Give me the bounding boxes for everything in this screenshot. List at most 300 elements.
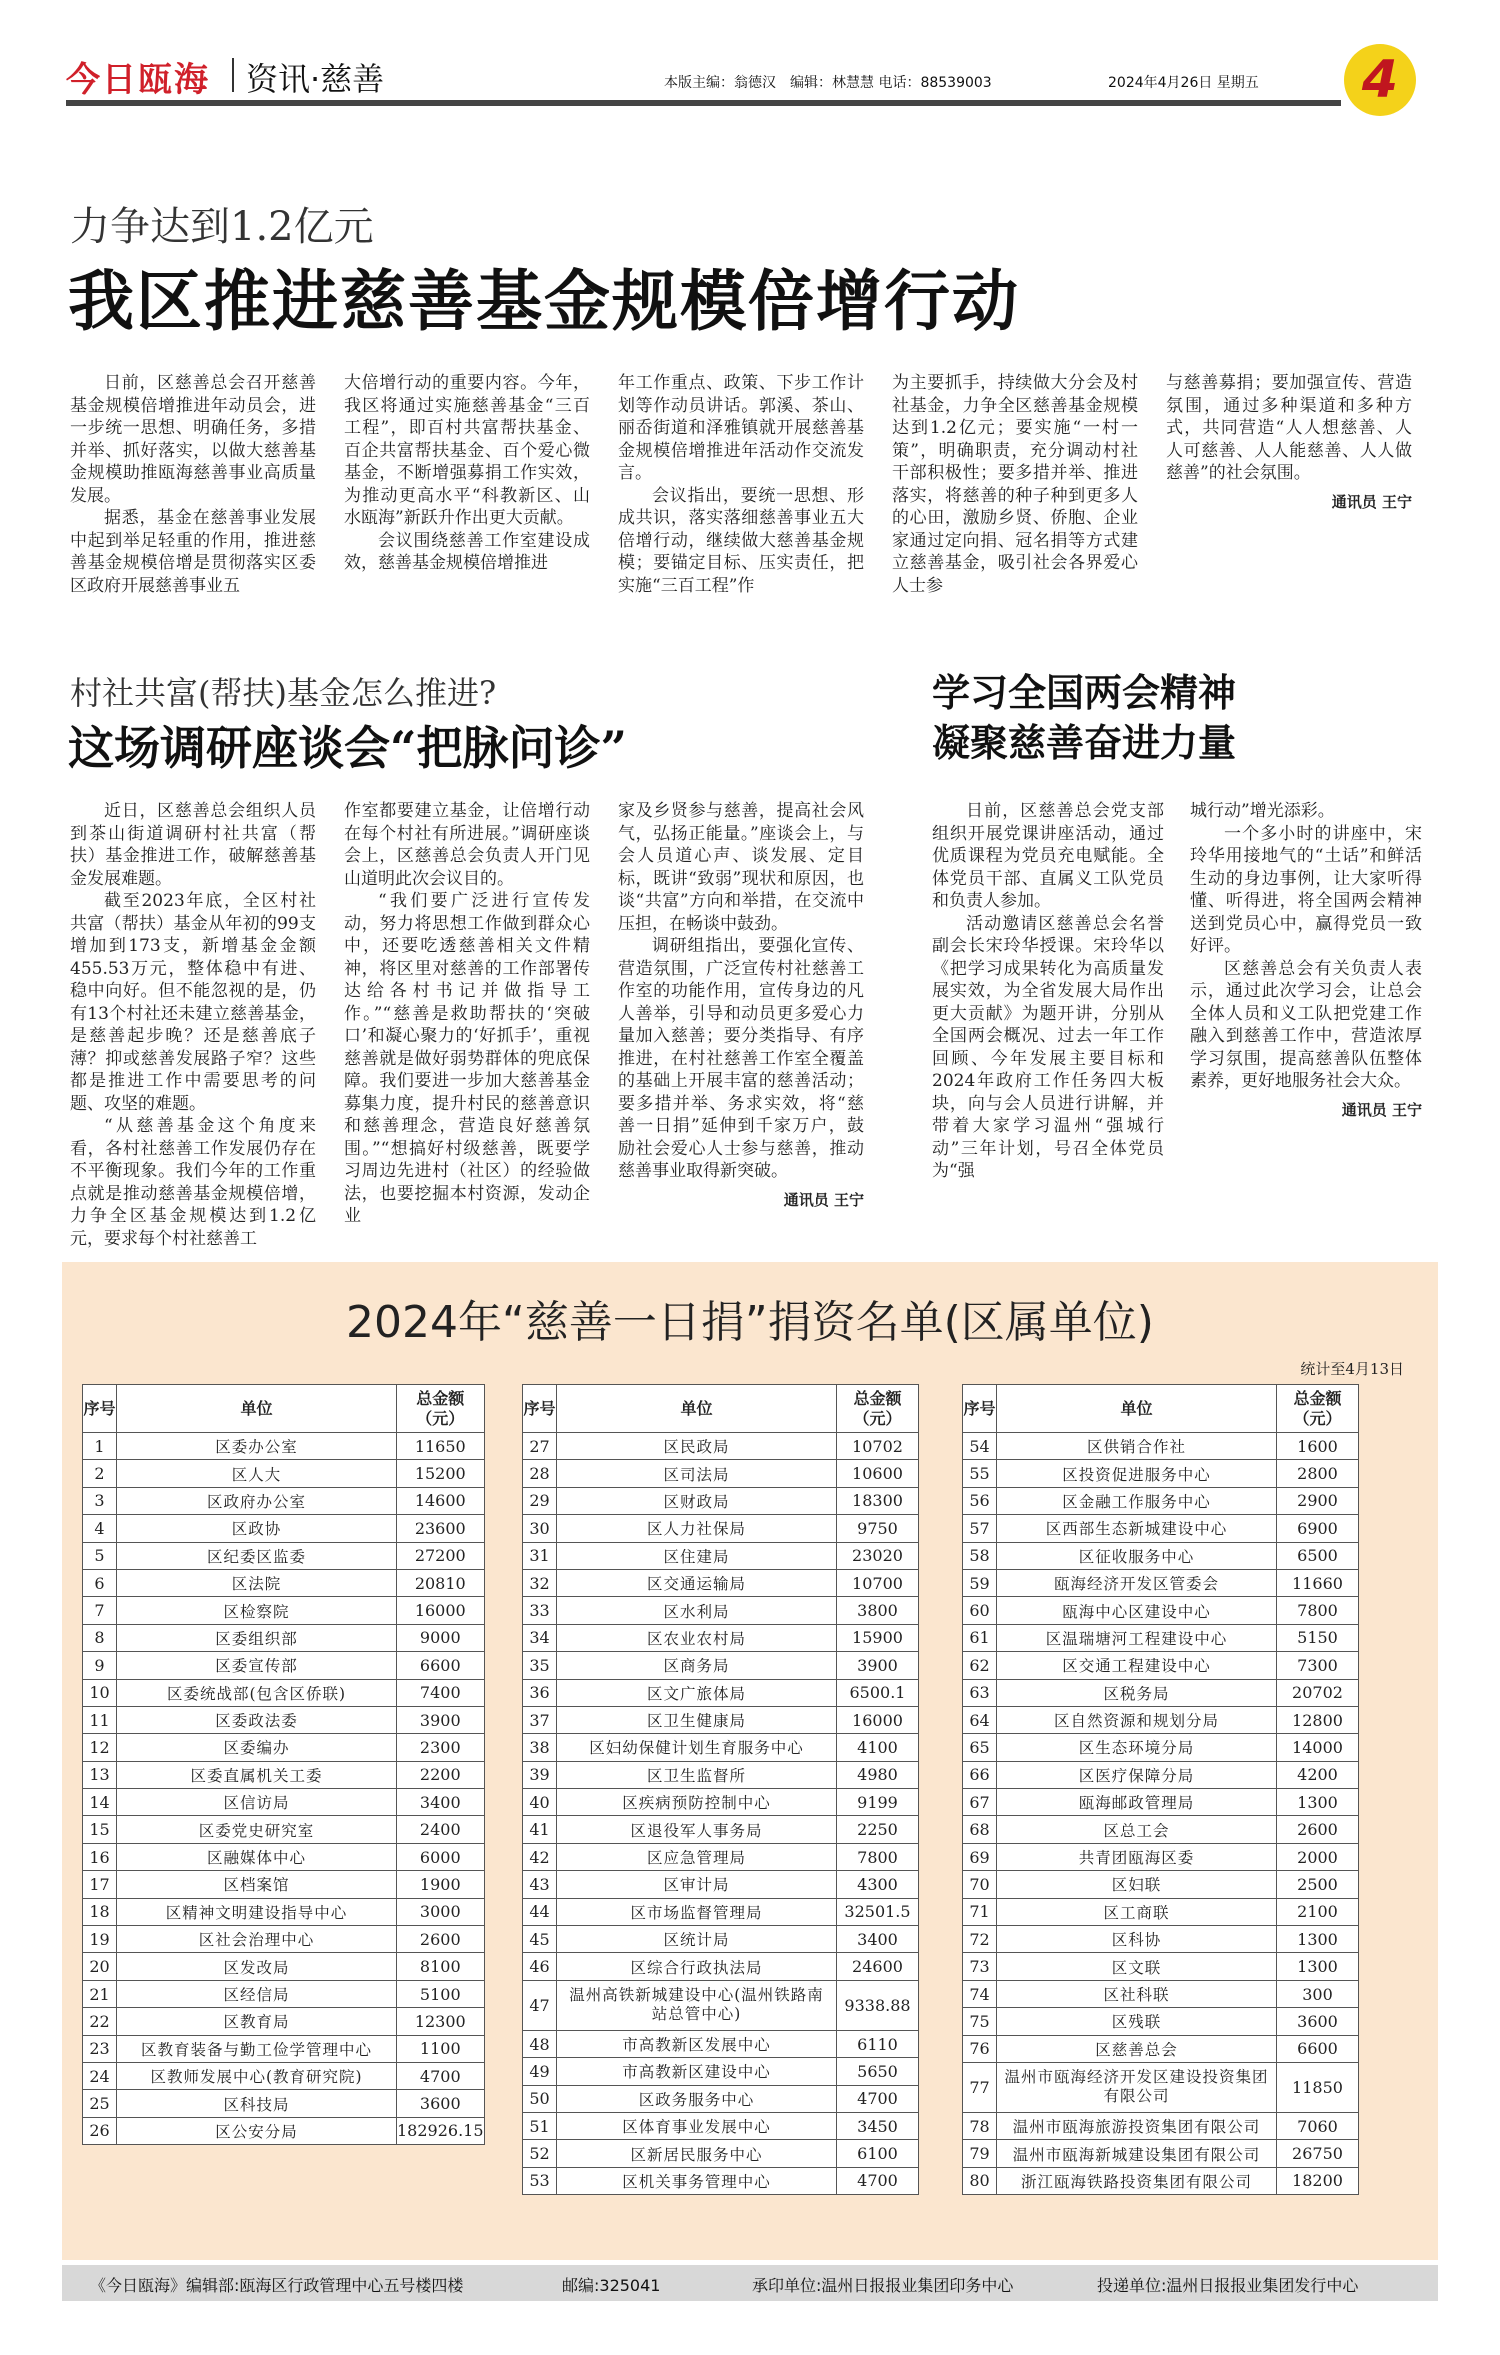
- unit-cell: 区人大: [117, 1460, 397, 1487]
- article3-column: [1190, 800, 1422, 1121]
- amount-cell: 6500.1: [837, 1679, 919, 1706]
- unit-cell: 区投资促进服务中心: [997, 1460, 1277, 1487]
- section-divider: [232, 58, 234, 92]
- amount-cell: 32501.5: [837, 1898, 919, 1925]
- amount-cell: 16000: [397, 1597, 485, 1624]
- unit-cell: 区科协: [997, 1926, 1277, 1953]
- serial-cell: 13: [83, 1761, 117, 1788]
- amount-cell: 5650: [837, 2058, 919, 2085]
- table-row: [963, 2008, 1359, 2035]
- table-row: [963, 1980, 1359, 2007]
- article1-paragraph: 大倍增行动的重要内容。今年，我区将通过实施慈善基金“三百工程”，即百村共富帮扶基金、百企共富帮扶基金、百个爱心微基金，不断增强募捐工作实效，为推动更高水平“科教新区、山水瓯海”新跃升作出更大贡献。: [344, 373, 590, 528]
- unit-cell: 区委编办: [117, 1734, 397, 1761]
- serial-cell: 43: [523, 1871, 557, 1898]
- amount-cell: 3400: [397, 1789, 485, 1816]
- table-row: [963, 1898, 1359, 1925]
- amount-cell: 10700: [837, 1569, 919, 1596]
- amount-cell: 4200: [1277, 1761, 1359, 1788]
- article1-paragraph: 为主要抓手，持续做大分会及村社基金，力争全区慈善基金规模达到1.2亿元；要实施“一村一策”，明确职责，充分调动村社干部积极性；要多措并举、推进落实，将慈善的种子种到更多人的心田，激励乡贤、侨胞、企业家通过定向捐、冠名捐等方式建立慈善基金，吸引社会各界爱心人士参: [892, 373, 1138, 596]
- table-row: [963, 2140, 1359, 2167]
- unit-cell: 区科技局: [117, 2090, 397, 2117]
- unit-cell: 区西部生态新城建设中心: [997, 1515, 1277, 1542]
- article1-column: [1166, 372, 1412, 513]
- table-row: [83, 1816, 485, 1843]
- serial-cell: 35: [523, 1652, 557, 1679]
- serial-cell: 34: [523, 1624, 557, 1651]
- unit-cell: 区体育事业发展中心: [557, 2112, 837, 2139]
- serial-cell: 32: [523, 1569, 557, 1596]
- amount-cell: 6900: [1277, 1515, 1359, 1542]
- table-row: [963, 1953, 1359, 1980]
- unit-cell: 区商务局: [557, 1652, 837, 1679]
- masthead: [66, 52, 1438, 110]
- serial-cell: 1: [83, 1433, 117, 1460]
- amount-cell: 4700: [837, 2167, 919, 2194]
- serial-cell: 8: [83, 1624, 117, 1651]
- serial-cell: 12: [83, 1734, 117, 1761]
- unit-cell: 区纪委区监委: [117, 1542, 397, 1569]
- serial-cell: 73: [963, 1953, 997, 1980]
- unit-cell: 区政务服务中心: [557, 2085, 837, 2112]
- amount-cell: 5100: [397, 1980, 485, 2007]
- amount-cell: 3800: [837, 1597, 919, 1624]
- amount-cell: 18200: [1277, 2167, 1359, 2194]
- serial-cell: 79: [963, 2140, 997, 2167]
- serial-cell: 20: [83, 1953, 117, 1980]
- unit-cell: 区工商联: [997, 1898, 1277, 1925]
- table-row: [83, 1789, 485, 1816]
- donation-list-panel: [62, 1262, 1438, 2260]
- unit-cell: 区政府办公室: [117, 1487, 397, 1514]
- table-row: [963, 1597, 1359, 1624]
- article1-paragraph: 与慈善募捐；要加强宣传、营造氛围，通过多种渠道和多种方式，共同营造“人人想慈善、人人可慈善、人人能慈善、人人做慈善”的社会氛围。: [1166, 373, 1412, 483]
- amount-cell: 2900: [1277, 1487, 1359, 1514]
- amount-cell: 2200: [397, 1761, 485, 1788]
- amount-cell: 1600: [1277, 1433, 1359, 1460]
- serial-cell: 80: [963, 2167, 997, 2194]
- serial-cell: 15: [83, 1816, 117, 1843]
- table-row: [523, 1761, 919, 1788]
- article2-credit: 通讯员 王宁: [783, 1190, 864, 1209]
- footer-office: 《今日瓯海》编辑部:瓯海区行政管理中心五号楼四楼: [90, 2276, 464, 2295]
- page-number-badge: 4: [1344, 44, 1416, 116]
- article2-paragraph: “从慈善基金这个角度来看，各村社慈善工作发展仍存在不平衡现象。我们今年的工作重点就是推动慈善基金规模倍增，力争全区基金规模达到1.2亿元，要求每个村社慈善工: [70, 1116, 316, 1249]
- amount-cell: 8100: [397, 1953, 485, 1980]
- unit-cell: 区应急管理局: [557, 1843, 837, 1870]
- serial-cell: 9: [83, 1652, 117, 1679]
- serial-cell: 30: [523, 1515, 557, 1542]
- serial-cell: 38: [523, 1734, 557, 1761]
- table-row: [83, 1871, 485, 1898]
- unit-cell: 区档案馆: [117, 1871, 397, 1898]
- article3-paragraph: 一个多小时的讲座中，宋玲华用接地气的“土话”和鲜活生动的身边事例，让大家听得懂、听得进，将全国两会精神送到党员心中，赢得党员一致好评。: [1190, 823, 1422, 956]
- unit-cell: 市高教新区发展中心: [557, 2030, 837, 2057]
- unit-cell: 区社科联: [997, 1980, 1277, 2007]
- donation-list-title: 2024年“慈善一日捐”捐资名单(区属单位): [346, 1297, 1154, 1348]
- amount-cell: 3400: [837, 1926, 919, 1953]
- table-row: [523, 2140, 919, 2167]
- amount-cell: 1100: [397, 2035, 485, 2062]
- table-row: [963, 2035, 1359, 2062]
- table-row: [523, 1515, 919, 1542]
- table-row: [523, 1542, 919, 1569]
- table-row: [83, 1542, 485, 1569]
- serial-cell: 55: [963, 1460, 997, 1487]
- unit-cell: 区委组织部: [117, 1624, 397, 1651]
- amount-cell: 6600: [397, 1652, 485, 1679]
- table-row: [963, 1487, 1359, 1514]
- unit-cell: 区水利局: [557, 1597, 837, 1624]
- amount-cell: 3600: [1277, 2008, 1359, 2035]
- unit-cell: 区委直属机关工委: [117, 1761, 397, 1788]
- unit-cell: 区融媒体中心: [117, 1843, 397, 1870]
- unit-cell: 区市场监督管理局: [557, 1898, 837, 1925]
- amount-cell: 12800: [1277, 1706, 1359, 1733]
- table-row: [83, 1487, 485, 1514]
- unit-cell: 区交通运输局: [557, 1569, 837, 1596]
- serial-cell: 44: [523, 1898, 557, 1925]
- unit-cell: 共青团瓯海区委: [997, 1843, 1277, 1870]
- serial-cell: 26: [83, 2117, 117, 2144]
- serial-cell: 71: [963, 1898, 997, 1925]
- serial-cell: 78: [963, 2112, 997, 2139]
- table-row: [963, 1569, 1359, 1596]
- serial-cell: 22: [83, 2008, 117, 2035]
- newspaper-logo: 今日瓯海: [66, 60, 210, 100]
- donation-table: [962, 1384, 1359, 2195]
- unit-cell: 瓯海中心区建设中心: [997, 1597, 1277, 1624]
- article3-paragraph: 城行动”增光添彩。: [1190, 801, 1335, 821]
- serial-cell: 64: [963, 1706, 997, 1733]
- table-header-row: [523, 1385, 919, 1433]
- serial-cell: 33: [523, 1597, 557, 1624]
- amount-cell: 23600: [397, 1515, 485, 1542]
- article3-column: [932, 800, 1164, 1183]
- table-row: [523, 1624, 919, 1651]
- article3-paragraph: 活动邀请区慈善总会名誉副会长宋玲华授课。宋玲华以《把学习成果转化为高质量发展实效，为全省发展大局作出更大贡献》为题开讲，分别从全国两会概况、过去一年工作回顾、今年发展主要目标和2024年政府工作任务四大板块，向与会人员进行讲解，并带着大家学习温州“强城行动”三年计划，号召全体党员为“强: [932, 913, 1164, 1181]
- table-row: [963, 2167, 1359, 2194]
- unit-cell: 区人力社保局: [557, 1515, 837, 1542]
- amount-cell: 2300: [397, 1734, 485, 1761]
- article2-paragraph: 近日，区慈善总会组织人员到茶山街道调研村社共富（帮扶）基金推进工作，破解慈善基金发展难题。: [70, 801, 316, 889]
- table-row: [963, 1871, 1359, 1898]
- table-row: [523, 1898, 919, 1925]
- article1-paragraph: 年工作重点、政策、下步工作计划等作动员讲话。郭溪、茶山、丽岙街道和泽雅镇就开展慈善基金规模倍增推进年活动作交流发言。: [618, 373, 864, 483]
- serial-cell: 76: [963, 2035, 997, 2062]
- serial-cell: 16: [83, 1843, 117, 1870]
- unit-cell: 温州市瓯海旅游投资集团有限公司: [997, 2112, 1277, 2139]
- article2-paragraph: 作室都要建立基金，让倍增行动在每个村社有所进展。”调研座谈会上，区慈善总会负责人开门见山道明此次会议目的。: [344, 801, 590, 889]
- table-row: [963, 1460, 1359, 1487]
- table-row: [523, 1871, 919, 1898]
- article3-paragraph: 区慈善总会有关负责人表示，通过此次学习会，让总会全体人员和义工队把党建工作融入到慈善工作中，营造浓厚学习氛围，提高慈善队伍整体素养，更好地服务社会大众。: [1190, 958, 1422, 1091]
- serial-cell: 61: [963, 1624, 997, 1651]
- serial-cell: 77: [963, 2062, 997, 2112]
- table-row: [523, 1926, 919, 1953]
- table-row: [83, 1980, 485, 2007]
- amount-cell: 12300: [397, 2008, 485, 2035]
- unit-cell: 瓯海邮政管理局: [997, 1789, 1277, 1816]
- article1-paragraph: 据悉，基金在慈善事业发展中起到举足轻重的作用，推进慈善基金规模倍增是贯彻落实区委区政府开展慈善事业五: [70, 508, 316, 596]
- amount-cell: 2400: [397, 1816, 485, 1843]
- unit-cell: 温州市瓯海新城建设集团有限公司: [997, 2140, 1277, 2167]
- table-row: [523, 1816, 919, 1843]
- serial-cell: 66: [963, 1761, 997, 1788]
- serial-cell: 21: [83, 1980, 117, 2007]
- serial-cell: 2: [83, 1460, 117, 1487]
- table-row: [83, 1460, 485, 1487]
- unit-cell: 区委政法委: [117, 1706, 397, 1733]
- table-row: [523, 1734, 919, 1761]
- serial-cell: 60: [963, 1597, 997, 1624]
- unit-cell: 区综合行政执法局: [557, 1953, 837, 1980]
- serial-cell: 53: [523, 2167, 557, 2194]
- article1-column: [892, 372, 1138, 597]
- header-serial: 序号: [523, 1385, 557, 1433]
- serial-cell: 68: [963, 1816, 997, 1843]
- article2-paragraph: 截至2023年底，全区村社共富（帮扶）基金从年初的99支增加到173支，新增基金金额455.53万元，整体稳中有进、稳中向好。但不能忽视的是，仍有13个村社还未建立慈善基金，是慈善起步晚？还是慈善底子薄？抑或慈善发展路子窄？这些都是推进工作中需要思考的问题、攻坚的难题。: [70, 891, 316, 1114]
- table-row: [963, 1652, 1359, 1679]
- footer-printer: 承印单位:温州日报报业集团印务中心: [752, 2276, 1014, 2295]
- serial-cell: 67: [963, 1789, 997, 1816]
- unit-cell: 区供销合作社: [997, 1433, 1277, 1460]
- unit-cell: 区审计局: [557, 1871, 837, 1898]
- table-row: [83, 1624, 485, 1651]
- table-row: [523, 1953, 919, 1980]
- table-header-row: [963, 1385, 1359, 1433]
- table-row: [83, 1679, 485, 1706]
- table-row: [523, 1789, 919, 1816]
- unit-cell: 区委宣传部: [117, 1652, 397, 1679]
- amount-cell: 18300: [837, 1487, 919, 1514]
- amount-cell: 2100: [1277, 1898, 1359, 1925]
- article3-headline-line1: 学习全国两会精神: [932, 671, 1237, 715]
- amount-cell: 4980: [837, 1761, 919, 1788]
- table-row: [83, 1569, 485, 1596]
- amount-cell: 7400: [397, 1679, 485, 1706]
- masthead-rule: [66, 100, 1341, 106]
- amount-cell: 11650: [397, 1433, 485, 1460]
- unit-cell: 区生态环境分局: [997, 1734, 1277, 1761]
- amount-cell: 182926.15: [397, 2117, 485, 2144]
- article3-paragraph: 日前，区慈善总会党支部组织开展党课讲座活动，通过优质课程为党员充电赋能。全体党员干部、直属义工队党员和负责人参加。: [932, 801, 1164, 911]
- amount-cell: 10702: [837, 1433, 919, 1460]
- serial-cell: 42: [523, 1843, 557, 1870]
- unit-cell: 区妇联: [997, 1871, 1277, 1898]
- table-row: [523, 1679, 919, 1706]
- article2-paragraph: 家及乡贤参与慈善，提高社会风气，弘扬正能量。”座谈会上，与会人员道心声、谈发展、定目标，既讲“致弱”现状和原因，也谈“共富”方向和举措，在交流中压担，在畅谈中鼓劲。: [618, 801, 864, 934]
- amount-cell: 4100: [837, 1734, 919, 1761]
- amount-cell: 9199: [837, 1789, 919, 1816]
- serial-cell: 65: [963, 1734, 997, 1761]
- serial-cell: 52: [523, 2140, 557, 2167]
- serial-cell: 36: [523, 1679, 557, 1706]
- amount-cell: 3450: [837, 2112, 919, 2139]
- amount-cell: 20810: [397, 1569, 485, 1596]
- amount-cell: 2250: [837, 1816, 919, 1843]
- serial-cell: 41: [523, 1816, 557, 1843]
- amount-cell: 6100: [837, 2140, 919, 2167]
- amount-cell: 2600: [397, 1926, 485, 1953]
- amount-cell: 3000: [397, 1898, 485, 1925]
- unit-cell: 区交通工程建设中心: [997, 1652, 1277, 1679]
- header-serial: 序号: [963, 1385, 997, 1433]
- header-serial: 序号: [83, 1385, 117, 1433]
- unit-cell: 区信访局: [117, 1789, 397, 1816]
- unit-cell: 区精神文明建设指导中心: [117, 1898, 397, 1925]
- serial-cell: 72: [963, 1926, 997, 1953]
- amount-cell: 3600: [397, 2090, 485, 2117]
- table-row: [83, 1734, 485, 1761]
- footer-distributor: 投递单位:温州日报报业集团发行中心: [1097, 2276, 1359, 2295]
- amount-cell: 23020: [837, 1542, 919, 1569]
- table-row: [523, 2112, 919, 2139]
- table-row: [963, 1679, 1359, 1706]
- article2-paragraph: “我们要广泛进行宣传发动，努力将思想工作做到群众心中，还要吃透慈善相关文件精神，将区里对慈善的工作部署传达给各村书记并做指导工作。”“慈善是救助帮扶的‘突破口’和凝心聚力的‘好抓手’，重视慈善就是做好弱势群体的兜底保障。我们要进一步加大慈善基金募集力度，提升村民的慈善意识和慈善理念，营造良好慈善氛围。”“想搞好村级慈善，既要学习周边先进村（社区）的经验做法，也要挖掘本村资源，发动企业: [344, 891, 590, 1226]
- table-row: [83, 1652, 485, 1679]
- table-row: [963, 1433, 1359, 1460]
- unit-cell: 区委统战部(包含区侨联): [117, 1679, 397, 1706]
- serial-cell: 6: [83, 1569, 117, 1596]
- unit-cell: 区文联: [997, 1953, 1277, 1980]
- amount-cell: 10600: [837, 1460, 919, 1487]
- unit-cell: 瓯海经济开发区管委会: [997, 1569, 1277, 1596]
- amount-cell: 2600: [1277, 1816, 1359, 1843]
- unit-cell: 区住建局: [557, 1542, 837, 1569]
- amount-cell: 3900: [837, 1652, 919, 1679]
- amount-cell: 27200: [397, 1542, 485, 1569]
- header-unit: 单位: [997, 1385, 1277, 1433]
- serial-cell: 37: [523, 1706, 557, 1733]
- header-amount: 总金额（元）: [1277, 1385, 1359, 1433]
- table-row: [83, 1433, 485, 1460]
- unit-cell: 温州市瓯海经济开发区建设投资集团有限公司: [997, 2062, 1277, 2112]
- table-row: [523, 1980, 919, 2030]
- serial-cell: 27: [523, 1433, 557, 1460]
- amount-cell: 9338.88: [837, 1980, 919, 2030]
- amount-cell: 1300: [1277, 1953, 1359, 1980]
- serial-cell: 14: [83, 1789, 117, 1816]
- article2-column: [618, 800, 864, 1211]
- table-row: [963, 2112, 1359, 2139]
- article3-credit: 通讯员 王宁: [1341, 1100, 1422, 1119]
- table-row: [83, 2008, 485, 2035]
- table-row: [523, 2030, 919, 2057]
- unit-cell: 浙江瓯海铁路投资集团有限公司: [997, 2167, 1277, 2194]
- article3-headline-line2: 凝聚慈善奋进力量: [932, 721, 1237, 765]
- amount-cell: 9000: [397, 1624, 485, 1651]
- table-row: [523, 2085, 919, 2112]
- table-row: [83, 1843, 485, 1870]
- serial-cell: 7: [83, 1597, 117, 1624]
- amount-cell: 7800: [1277, 1597, 1359, 1624]
- amount-cell: 2500: [1277, 1871, 1359, 1898]
- amount-cell: 6600: [1277, 2035, 1359, 2062]
- unit-cell: 区疾病预防控制中心: [557, 1789, 837, 1816]
- amount-cell: 11660: [1277, 1569, 1359, 1596]
- serial-cell: 46: [523, 1953, 557, 1980]
- serial-cell: 49: [523, 2058, 557, 2085]
- amount-cell: 7300: [1277, 1652, 1359, 1679]
- statistics-date: 统计至4月13日: [1300, 1360, 1404, 1378]
- header-amount: 总金额（元）: [837, 1385, 919, 1433]
- amount-cell: 6500: [1277, 1542, 1359, 1569]
- article2-subtitle: 村社共富(帮扶)基金怎么推进?: [70, 674, 497, 712]
- table-row: [523, 1652, 919, 1679]
- amount-cell: 1300: [1277, 1789, 1359, 1816]
- footer-postcode: 邮编:325041: [562, 2276, 661, 2295]
- table-row: [963, 1515, 1359, 1542]
- article2-paragraph: 调研组指出，要强化宣传、营造氛围，广泛宣传村社慈善工作室的功能作用，宣传身边的凡人善举，引导和动员更多爱心力量加入慈善；要分类指导、有序推进，在村社慈善工作室全覆盖的基础上开展丰富的慈善活动；要多措并举、务求实效，将“慈善一日捐”延伸到千家万户，鼓励社会爱心人士参与慈善，推动慈善事业取得新突破。: [618, 936, 864, 1181]
- unit-cell: 区委党史研究室: [117, 1816, 397, 1843]
- unit-cell: 温州高铁新城建设中心(温州铁路南站总管中心): [557, 1980, 837, 2030]
- unit-cell: 市高教新区建设中心: [557, 2058, 837, 2085]
- table-row: [83, 2117, 485, 2144]
- amount-cell: 24600: [837, 1953, 919, 1980]
- serial-cell: 62: [963, 1652, 997, 1679]
- editor-info: 本版主编：翁德汉 编辑：林慧慧 电话：88539003: [664, 75, 992, 91]
- table-row: [523, 1460, 919, 1487]
- serial-cell: 17: [83, 1871, 117, 1898]
- amount-cell: 15200: [397, 1460, 485, 1487]
- table-row: [523, 1487, 919, 1514]
- serial-cell: 58: [963, 1542, 997, 1569]
- unit-cell: 区司法局: [557, 1460, 837, 1487]
- unit-cell: 区政协: [117, 1515, 397, 1542]
- unit-cell: 区温瑞塘河工程建设中心: [997, 1624, 1277, 1651]
- footer-bar: [62, 2265, 1438, 2301]
- serial-cell: 57: [963, 1515, 997, 1542]
- table-row: [83, 1898, 485, 1925]
- serial-cell: 5: [83, 1542, 117, 1569]
- serial-cell: 25: [83, 2090, 117, 2117]
- unit-cell: 区税务局: [997, 1679, 1277, 1706]
- article1-headline: 我区推进慈善基金规模倍增行动: [68, 262, 1020, 340]
- serial-cell: 23: [83, 2035, 117, 2062]
- article1-column: [344, 372, 590, 575]
- unit-cell: 区教育装备与勤工俭学管理中心: [117, 2035, 397, 2062]
- header-unit: 单位: [117, 1385, 397, 1433]
- article1-credit: 通讯员 王宁: [1331, 492, 1412, 511]
- table-row: [963, 1843, 1359, 1870]
- amount-cell: 15900: [837, 1624, 919, 1651]
- table-row: [523, 1433, 919, 1460]
- article1-column: [618, 372, 864, 597]
- serial-cell: 63: [963, 1679, 997, 1706]
- unit-cell: 区委办公室: [117, 1433, 397, 1460]
- unit-cell: 区医疗保障分局: [997, 1761, 1277, 1788]
- serial-cell: 31: [523, 1542, 557, 1569]
- unit-cell: 区新居民服务中心: [557, 2140, 837, 2167]
- unit-cell: 区总工会: [997, 1816, 1277, 1843]
- amount-cell: 2000: [1277, 1843, 1359, 1870]
- unit-cell: 区公安分局: [117, 2117, 397, 2144]
- serial-cell: 50: [523, 2085, 557, 2112]
- serial-cell: 24: [83, 2062, 117, 2089]
- table-row: [523, 1706, 919, 1733]
- article1-column: [70, 372, 316, 597]
- amount-cell: 11850: [1277, 2062, 1359, 2112]
- serial-cell: 47: [523, 1980, 557, 2030]
- header-unit: 单位: [557, 1385, 837, 1433]
- serial-cell: 70: [963, 1871, 997, 1898]
- table-row: [83, 1597, 485, 1624]
- serial-cell: 56: [963, 1487, 997, 1514]
- amount-cell: 7800: [837, 1843, 919, 1870]
- table-row: [963, 1542, 1359, 1569]
- unit-cell: 区社会治理中心: [117, 1926, 397, 1953]
- amount-cell: 20702: [1277, 1679, 1359, 1706]
